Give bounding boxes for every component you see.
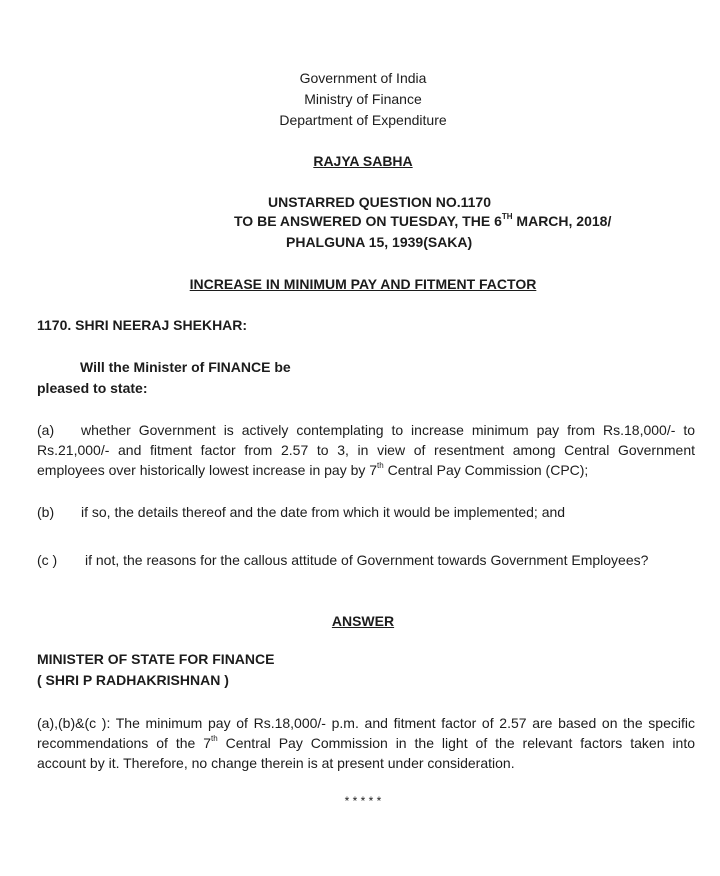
question-b-label: (b) [37,504,55,520]
answer-date-post: MARCH, 2018/ [512,213,612,229]
subject-heading: INCREASE IN MINIMUM PAY AND FITMENT FACTOR [189,276,537,292]
minister-title: MINISTER OF STATE FOR FINANCE [37,651,275,667]
minister-name: ( SHRI P RADHAKRISHNAN ) [37,672,229,688]
govt-line: Government of India [299,70,427,86]
question-a-line-2: Rs.21,000/- and fitment factor from 2.57 to 3, in view of resentment among Central Government [37,442,695,458]
question-a-label: (a) [37,422,55,438]
answer-date-sup: TH [501,212,513,222]
question-c-label: (c ) [37,552,58,568]
end-mark: * * * * * [344,794,382,808]
question-b [37,504,565,520]
question-number: UNSTARRED QUESTION NO.1170 [268,194,492,210]
question-c [37,552,648,568]
answer-date-pre: TO BE ANSWERED ON TUESDAY, THE 6 [234,213,502,229]
ministry-line: Ministry of Finance [304,91,422,107]
department-line: Department of Expenditure [279,112,447,128]
answer-date-line [234,213,611,229]
intro-line-1: Will the Minister of FINANCE be [80,359,291,375]
answer-line-1: (a),(b)&(c ): The minimum pay of Rs.18,000/- p.m. and fitment factor of 2.57 are based on the specific [37,715,695,731]
asker-line: 1170. SHRI NEERAJ SHEKHAR: [37,317,248,333]
saka-date-line: PHALGUNA 15, 1939(SAKA) [286,234,473,250]
answer-paragraph [37,713,695,773]
question-a-line-1: (a) whether Government is actively contemplating to increase minimum pay from Rs.18,000/- to [37,422,695,438]
intro-line-2: pleased to state: [37,380,148,396]
house-heading: RAJYA SABHA [313,153,413,169]
answer-heading: ANSWER [331,613,395,629]
answer-line-2: recommendations of the 7th Central Pay Commission in the light of the relevant factors taken into [37,734,696,751]
answer-line-3: account by it. Therefore, no change therein is at present under consideration. [37,755,515,771]
question-b-text: if so, the details thereof and the date from which it would be implemented; and [81,504,566,520]
question-a-line-3: employees over historically lowest increase in pay by 7th Central Pay Commission (CPC); [37,461,589,478]
question-c-text: if not, the reasons for the callous attitude of Government towards Government Employees? [85,552,649,568]
question-a [37,420,695,480]
